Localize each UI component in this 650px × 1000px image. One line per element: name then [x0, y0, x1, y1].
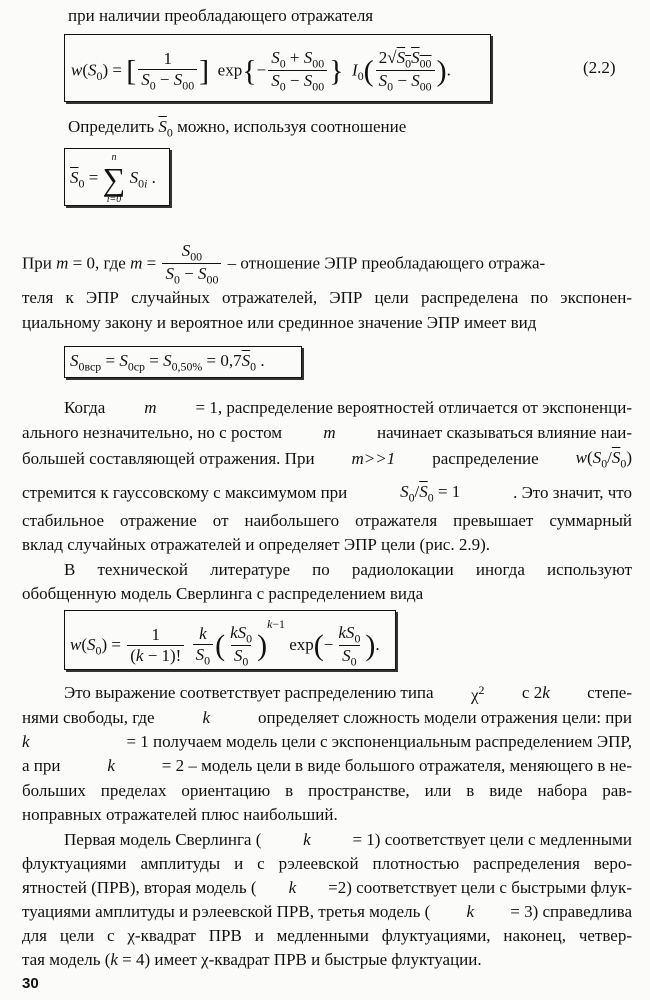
text-fragment: тая модель (: [22, 950, 111, 969]
text-line: [22, 950, 482, 970]
text-line: Это выражение соответствует распределению типа $\chi^2$ с 2k степе-: [64, 683, 632, 705]
text-line: флуктуациями амплитуды и с рэлеевской плотностью распределения веро-: [22, 854, 632, 873]
formula-body: $w(S_0)$ = [ $\frac{1}{\overline{S}_0 - S_{00}}$ ] exp{− $\frac{S_0 + S_{00}}{\overline{S}_0 - S_{00}}$ } $I_0$( $\frac{2√S_0S_{00}}{\overline{S}_0 - S_{00}}$ ).: [71, 48, 451, 94]
text-fragment: стремится к гауссовскому с максимумом при: [22, 483, 348, 503]
formula-swerling: $w(S_0)$ = $\frac{1}{(k - 1)!}$ $\frac{k}{\overline{S}_0}$ ( $\frac{kS_0}{\overline{S}_0}$ )$^{k-1}$ exp(− $\frac{kS_0}{\overline{S}_0}$ ).: [64, 610, 396, 670]
text-line: при наличии преобладающего отражателя: [68, 6, 374, 25]
text-fragment: ятностей (ПРВ), вторая модель (: [22, 878, 257, 897]
page-number: 30: [22, 975, 39, 992]
equation-number: (2.2): [583, 58, 616, 77]
text-fragment: можно, используя соотношение: [177, 117, 407, 136]
formula-2-2: [64, 34, 491, 102]
text-line: [22, 708, 632, 728]
formula-median: $S_{0всp} = S_{0ср} = S_{0,50\%} = 0,7\overline{S}_0$ .: [64, 346, 302, 378]
text-line: [22, 732, 632, 752]
text-line: для цели с χ-квадрат ПРВ и медленными флуктуациями, наконец, четвер-: [22, 926, 632, 945]
var-k: k: [22, 732, 30, 751]
text-line: теля к ЭПР случайных отражателей, ЭПР цели распределена по экспонен-: [22, 288, 632, 307]
text-fragment: = 2 – модель цели в виде большого отражателя, меняющего в не-: [161, 756, 632, 775]
text-line: [22, 878, 632, 898]
text-fragment: = 4) имеет χ-квадрат ПРВ и быстрые флуктуации.: [122, 950, 482, 969]
text-fragment: = 1 получаем модель цели с экспоненциальным распределением ЭПР,: [126, 732, 632, 751]
var-k: k: [466, 902, 475, 921]
text-line: стремится к гауссовскому с максимумом при $S_0/\overline{S}_0 = 1$ . Это значит, что: [22, 482, 632, 505]
text-fragment: а при: [22, 756, 61, 775]
text-fragment: большей составляющей отражения. При: [22, 449, 315, 469]
var-k: k: [288, 878, 297, 897]
text-line: При m = 0, где m = $\frac{S_{00}}{\overline{S}_0 - S_{00}}$ – отношение ЭПР преобладающего отража-: [22, 241, 546, 287]
text-fragment: Когда: [64, 398, 106, 417]
var-k: k: [303, 830, 311, 849]
text-line: ноправных отражателей плюс наибольший.: [22, 805, 338, 824]
var-m-ratio: m>>1: [351, 449, 396, 469]
text-fragment: нями свободы, где: [22, 708, 155, 727]
text-line: циальному закону и вероятное или срединное значение ЭПР имеет вид: [22, 313, 537, 332]
text-fragment: = 1, распределение вероятностей отличается от экспоненци-: [195, 398, 632, 417]
text-fragment: – отношение ЭПР преобладающего отража-: [227, 253, 546, 273]
text-fragment: Определить: [68, 117, 155, 136]
text-fragment: туациями амплитуды и рэлеевской ПРВ, третья модель (: [22, 902, 431, 921]
text-fragment: степе-: [587, 683, 632, 702]
text-line: вклад случайных отражателей и определяет ЭПР цели (рис. 2.9).: [22, 535, 490, 554]
text-fragment: = 1) соответствует цели с медленными: [352, 830, 632, 849]
var-m: m: [56, 253, 69, 273]
text-fragment: При: [22, 253, 52, 273]
text-line: [22, 902, 632, 922]
chi-symbol: χ: [470, 685, 479, 705]
text-line: Определить $\overline{S}_0$ можно, используя соотношение: [68, 117, 407, 140]
text-line: больших пределах ориентацию в пространстве, или в виде набора рав-: [22, 781, 632, 800]
text-fragment: Это выражение соответствует распределению типа: [64, 683, 434, 702]
var-m: m: [144, 398, 157, 417]
text-fragment: Первая модель Сверлинга (: [64, 830, 262, 849]
var-m: m: [323, 423, 336, 442]
text-fragment: начинает сказываться влияние наи-: [376, 423, 632, 442]
text-fragment: . Это значит, что: [513, 483, 632, 503]
text-fragment: распределение: [432, 449, 539, 469]
text-fragment: = 0, где: [72, 253, 126, 273]
text-line: [64, 830, 632, 850]
var-m: m: [130, 253, 143, 273]
text-line: стабильное отражение от наибольшего отражателя превышает суммарный: [22, 511, 632, 530]
text-fragment: =2) соответствует цели с быстрыми флук-: [328, 878, 632, 897]
text-line: [22, 756, 632, 776]
var-k: k: [202, 708, 211, 727]
var-k: k: [542, 683, 550, 702]
text-line: обобщенную модель Сверлинга с распределением вида: [22, 584, 424, 603]
text-line: большей составляющей отражения. При m>>1 распределение $w(S_0/\overline{S}_0)$: [22, 448, 632, 471]
text-fragment: определяет сложность модели отражения цели: при: [258, 708, 632, 727]
var-k: k: [110, 950, 118, 969]
text-fragment: с 2: [521, 683, 543, 702]
text-line: [22, 423, 632, 443]
formula-sum: $\overline{S}_0$ = n ∑ i=0 $S_{0i}$ .: [64, 148, 170, 206]
var-k: k: [107, 756, 115, 775]
text-fragment: ального незначительно, но с ростом: [22, 423, 283, 442]
text-line: В технической литературе по радиолокации иногда используют: [64, 560, 632, 579]
text-fragment: = 3) справедлива: [510, 902, 632, 921]
text-line: [64, 398, 632, 418]
